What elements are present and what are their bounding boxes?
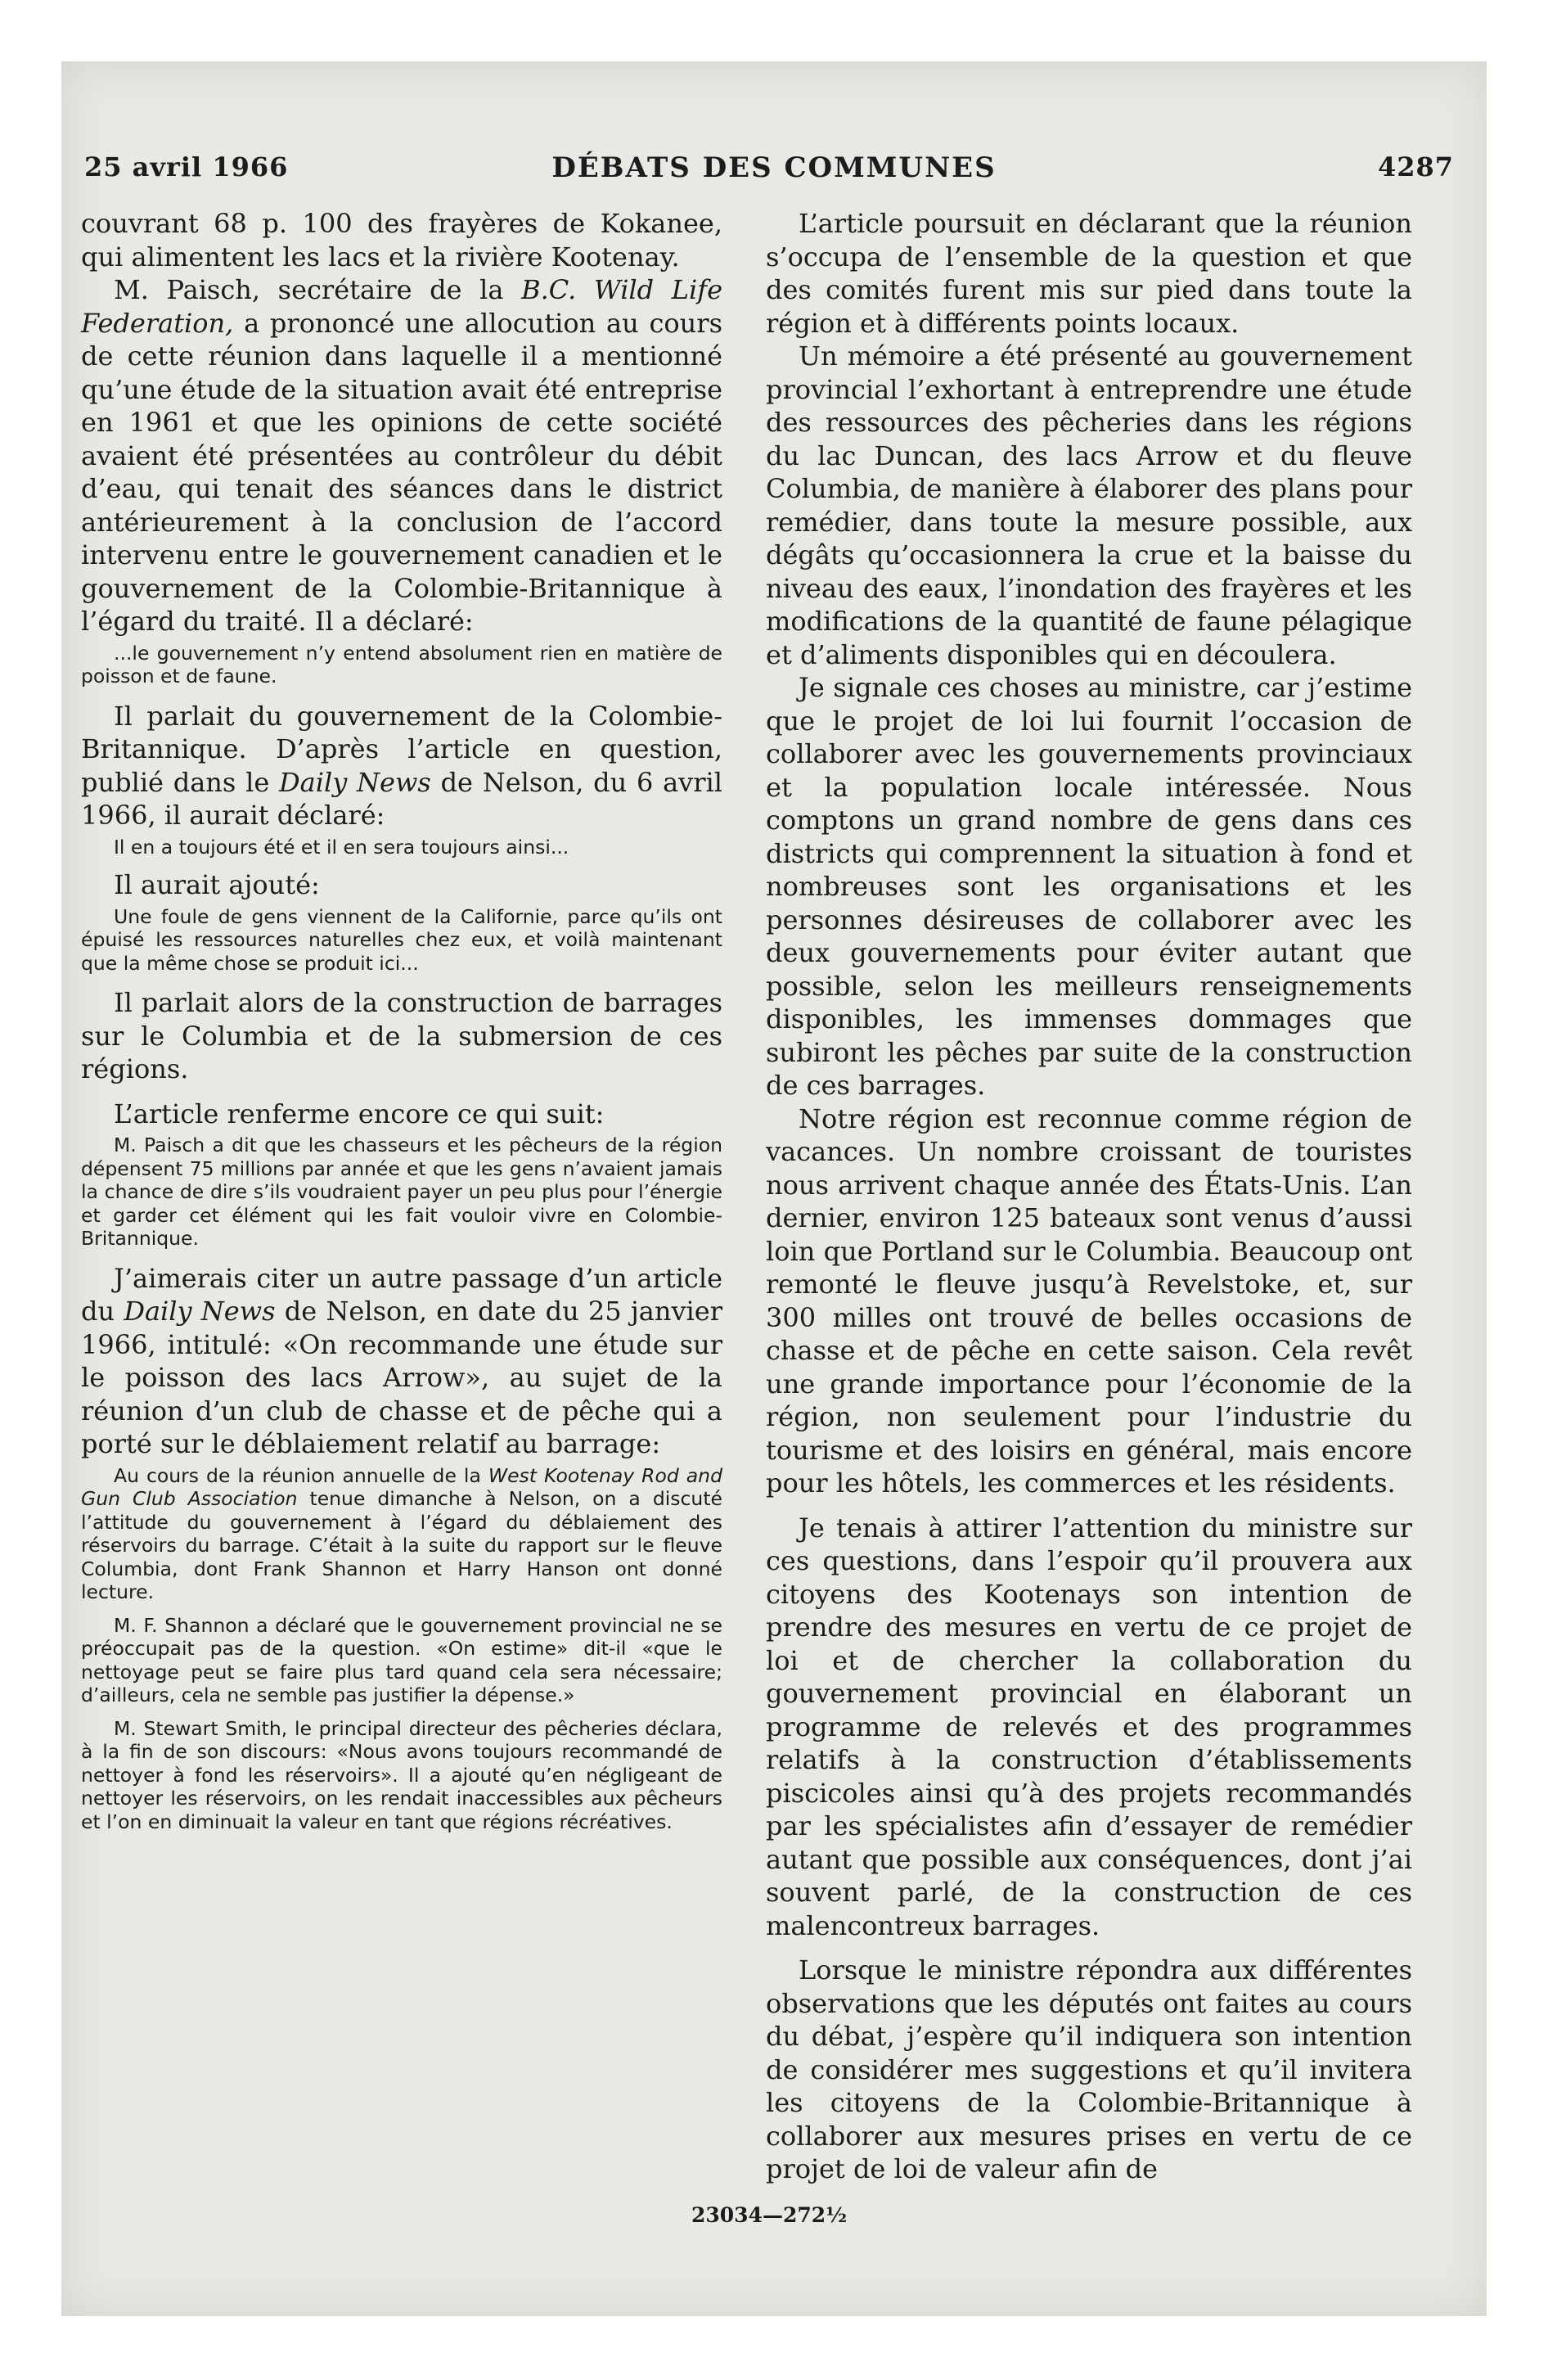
paragraph: couvrant 68 p. 100 des frayères de Kokanee, qui alimentent les lacs et la rivière Kootenay. [81, 208, 722, 273]
paragraph-text: Il parlait du gouvernement de la Colombie-Britannique. D’après l’article en question, publié dans le [81, 700, 722, 798]
left-column [81, 207, 722, 1843]
paragraph: Un mémoire a été présenté au gouvernement provincial l’exhortant à entreprendre une étude des ressources des pêcheries dans les régions du lac Duncan, des lacs Arrow et du fleuve Columbia, de manière à élaborer des plans pour remédier, dans toute la mesure possible, aux dégâts qu’occasionnera la crue et la baisse du niveau des eaux, l’inondation des frayères et les modifications de la quantité de faune pélagique et d’aliments disponibles qui en découlera. [766, 340, 1412, 670]
header-date: 25 avril 1966 [84, 151, 289, 183]
paragraph-text: de Nelson, en date du 25 janvier 1966, intitulé: «On recommande une étude sur le poisson des lacs Arrow», au sujet de la réunion d’un club de chasse et de pêche qui a porté sur le déblaiement relatif au barrage: [81, 1296, 723, 1459]
paragraph: Je tenais à attirer l’attention du ministre sur ces questions, dans l’espoir qu’il prouvera aux citoyens des Kootenays son intention de prendre des mesures en vertu de ce projet de loi et de chercher la collaboration du gouvernement provincial en élaborant un programme de relevés et des programmes relatifs à la construction d’établissements piscicoles ainsi qu’à des projets recommandés par les spécialistes afin d’essayer de remédier autant que possible aux conséquences, dont j’ai souvent parlé, de la construction de ces malencontreux barrages. [766, 1512, 1412, 1941]
paragraph-text: J’aimerais citer un autre passage d’un article du [81, 1262, 722, 1327]
paragraph: Lorsque le ministre répondra aux différentes observations que les députés ont faites au cours du débat, j’espère qu’il indiquera son intention de considérer mes suggestions et qu’il invitera les citoyens de la Colombie-Britannique à collaborer aux mesures prises en vertu de ce projet de loi de valeur afin de [766, 1954, 1412, 2184]
paragraph: Je signale ces choses au ministre, car j’estime que le projet de loi lui fournit l’occasion de collaborer avec les gouvernements provinciaux et la population locale intéressée. Nous comptons un grand nombre de gens dans ces districts qui comprennent la situation à fond et nombreuses sont les organisations et les personnes désireuses de collaborer avec les deux gouvernements pour éviter autant que possible, selon les meilleurs renseignements disponibles, les immenses dommages que subiront les pêches par suite de la construction de ces barrages. [766, 672, 1412, 1101]
paragraph [81, 1262, 722, 1461]
paragraph [81, 273, 722, 638]
newspaper-name: Daily News [279, 766, 431, 798]
paragraph: Notre région est reconnue comme région de vacances. Un nombre croissant de touristes nous arrivent chaque année des États-Unis. L’an dernier, environ 125 bateaux sont venus d’aussi loin que Portland sur le Columbia. Beaucoup ont remonté le fleuve jusqu’à Revelstoke, et, sur 300 milles ont trouvé de belles occasions de chasse et de pêche en cette saison. Cela revêt une grande importance pour l’économie de la région, non seulement pour l’industrie du tourisme et des loisirs en général, mais encore pour les hôtels, les commerces et les résidents. [766, 1102, 1412, 1499]
paragraph: L’article poursuit en déclarant que la réunion s’occupa de l’ensemble de la question et que des comités furent mis sur pied dans toute la région et à différents points locaux. [766, 208, 1412, 339]
quotation: M. Stewart Smith, le principal directeur des pêcheries déclara, à la fin de son discours: «Nous avons toujours recommandé de nettoyer à fond les réservoirs». Il a ajouté qu’en négligeant de nettoyer les réservoirs, on les rendait inaccessibles aux pêcheurs et l’on en diminuait la valeur en tant que régions récréatives. [81, 1716, 722, 1833]
paragraph-text: a prononcé une allocution au cours de cette réunion dans laquelle il a mentionné qu’une étude de la situation avait été entreprise en 1961 et que les opinions de cette société avaient été présentées au contrôleur du débit d’eau, qui tenait des séances dans le district antérieurement à la conclusion de l’accord intervenu entre le gouvernement canadien et le gouvernement de la Colombie-Britannique à l’égard du traité. Il a déclaré: [81, 307, 722, 637]
quotation: Une foule de gens viennent de la Californie, parce qu’ils ont épuisé les ressources naturelles chez eux, et voilà maintenant que la même chose se produit ici... [81, 904, 722, 975]
quotation-text: Au cours de la réunion annuelle de la [114, 1463, 488, 1487]
paragraph-text: de Nelson, du 6 avril 1966, il aurait déclaré: [81, 766, 723, 831]
paragraph-text: M. Paisch, secrétaire de la [114, 274, 522, 305]
document-page [61, 61, 1487, 2316]
paragraph [81, 700, 722, 832]
quotation [81, 1464, 722, 1604]
organization-name: B.C. Wild Life Federation, [81, 274, 723, 339]
header-title: DÉBATS DES COMMUNES [551, 151, 997, 184]
paragraph: L’article renferme encore ce qui suit: [114, 1098, 605, 1129]
header-page-number: 4287 [1377, 151, 1454, 183]
quotation: M. F. Shannon a déclaré que le gouvernement provincial ne se préoccupait pas de la question. «On estime» dit-il «que le nettoyage peut se faire plus tard quand cela sera nécessaire; d’ailleurs, cela ne semble pas justifier la dépense.» [81, 1613, 722, 1706]
association-name: West Kootenay Rod and Gun Club Association [81, 1463, 722, 1510]
newspaper-name: Daily News [124, 1296, 276, 1327]
paragraph: Il parlait alors de la construction de barrages sur le Columbia et de la submersion de ces régions. [81, 987, 722, 1084]
paragraph: Il aurait ajouté: [114, 869, 320, 900]
quotation: Il en a toujours été et il en sera toujours ainsi... [114, 835, 569, 859]
quotation: ...le gouvernement n’y entend absolument rien en matière de poisson et de faune. [81, 641, 722, 687]
right-column [766, 207, 1412, 2186]
footer-code: 23034—272½ [691, 2203, 848, 2227]
quotation-text: tenue dimanche à Nelson, on a discuté l’attitude du gouvernement à l’égard du déblaiement des réservoirs du barrage. C’était à la suite du rapport sur le fleuve Columbia, dont Frank Shannon et Harry Hanson ont donné lecture. [81, 1487, 722, 1603]
quotation: M. Paisch a dit que les chasseurs et les pêcheurs de la région dépensent 75 millions par année et que les gens n’avaient jamais la chance de dire s’ils voudraient payer un peu plus pour l’énergie et garder cet élément qui les fait vouloir vivre en Colombie-Britannique. [81, 1134, 722, 1250]
